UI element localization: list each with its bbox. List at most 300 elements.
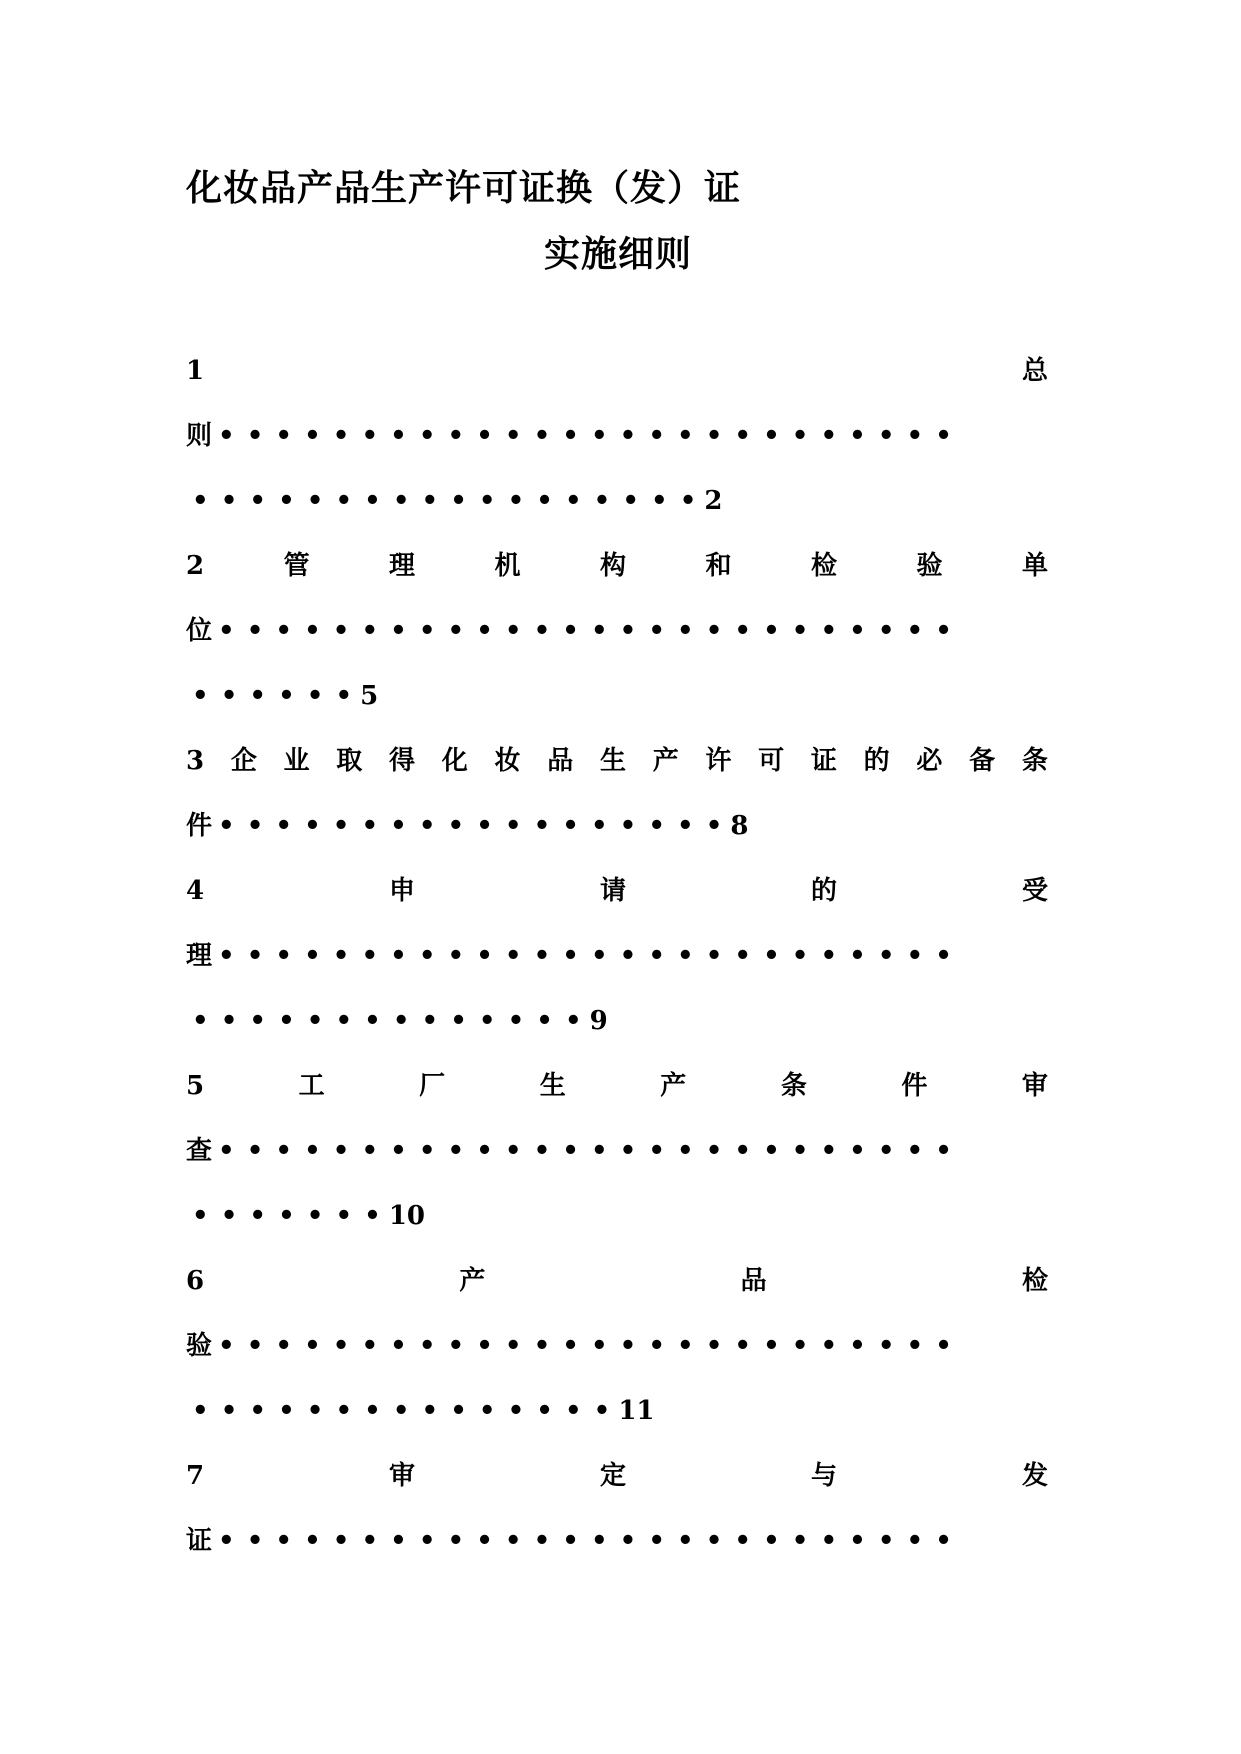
leader-dot: • bbox=[935, 941, 952, 971]
leader-dot: • bbox=[507, 1006, 525, 1036]
toc-entry-4-leader bbox=[186, 940, 1048, 1005]
leader-dot: • bbox=[877, 1331, 895, 1361]
leader-dot: • bbox=[590, 1331, 608, 1361]
toc-entry-3-heading[interactable] bbox=[186, 745, 1048, 810]
leader-dot: • bbox=[504, 811, 522, 841]
leader-dot: • bbox=[361, 811, 379, 841]
leader-dot: • bbox=[218, 811, 235, 841]
leader-dot: • bbox=[218, 421, 235, 451]
leader-dot: • bbox=[218, 1331, 235, 1361]
leader-dot: • bbox=[306, 1201, 324, 1231]
dot-leader bbox=[212, 1330, 958, 1362]
leader-dot: • bbox=[791, 1136, 809, 1166]
leader-dot: • bbox=[763, 941, 780, 971]
leader-dot: • bbox=[306, 486, 324, 516]
dot-leader bbox=[186, 1395, 616, 1427]
leader-dot: • bbox=[619, 811, 637, 841]
leader-dot: • bbox=[278, 1006, 295, 1036]
leader-dot: • bbox=[536, 486, 553, 516]
toc-entry-char: 厂 bbox=[419, 1071, 446, 1101]
leader-dot: • bbox=[275, 1136, 293, 1166]
toc-page-number: 10 bbox=[388, 1201, 425, 1231]
toc-entry-char: 检 bbox=[810, 551, 837, 581]
leader-dot: • bbox=[364, 486, 381, 516]
toc-entry-char: 件 bbox=[901, 1071, 928, 1101]
leader-dot: • bbox=[536, 1396, 553, 1426]
leader-dot: • bbox=[504, 421, 522, 451]
leader-dot: • bbox=[361, 1136, 379, 1166]
leader-dot: • bbox=[332, 1526, 350, 1556]
leader-dot: • bbox=[533, 421, 551, 451]
toc-entry-char: 许 bbox=[705, 746, 732, 776]
toc-entry-1-leader-cont bbox=[186, 485, 1048, 550]
toc-entry-char: 检 bbox=[1021, 1266, 1048, 1296]
leader-dot: • bbox=[651, 486, 668, 516]
leader-dot: • bbox=[734, 1136, 752, 1166]
dot-leader bbox=[186, 1005, 588, 1037]
leader-dot: • bbox=[562, 811, 579, 841]
leader-dot: • bbox=[877, 421, 895, 451]
leader-dot: • bbox=[306, 1006, 324, 1036]
leader-dot: • bbox=[364, 1006, 381, 1036]
leader-dot: • bbox=[418, 616, 436, 646]
dot-leader bbox=[186, 680, 358, 712]
leader-dot: • bbox=[533, 941, 551, 971]
toc-page-number: 8 bbox=[730, 811, 749, 841]
leader-dot: • bbox=[791, 1526, 809, 1556]
dot-leader bbox=[212, 810, 728, 842]
toc-entry-char: 理 bbox=[389, 551, 416, 581]
leader-dot: • bbox=[306, 681, 324, 711]
leader-dot: • bbox=[877, 1136, 895, 1166]
leader-dot: • bbox=[418, 1331, 436, 1361]
leader-dot: • bbox=[677, 1526, 694, 1556]
leader-dot: • bbox=[820, 616, 838, 646]
leader-dot: • bbox=[447, 1526, 465, 1556]
toc-entry-char: 与 bbox=[810, 1461, 837, 1491]
leader-dot: • bbox=[418, 811, 436, 841]
leader-dot: • bbox=[504, 1526, 522, 1556]
leader-dot: • bbox=[249, 1396, 267, 1426]
leader-dot: • bbox=[275, 941, 293, 971]
toc-entry-char: 则 bbox=[186, 421, 213, 451]
leader-dot: • bbox=[364, 1396, 381, 1426]
toc-entry-6-heading[interactable] bbox=[186, 1265, 1048, 1330]
leader-dot: • bbox=[935, 421, 952, 451]
leader-dot: • bbox=[562, 616, 579, 646]
leader-dot: • bbox=[249, 681, 267, 711]
leader-dot: • bbox=[332, 941, 350, 971]
leader-dot: • bbox=[763, 1526, 780, 1556]
leader-dot: • bbox=[476, 1136, 493, 1166]
leader-dot: • bbox=[533, 1331, 551, 1361]
leader-dot: • bbox=[447, 1136, 465, 1166]
leader-dot: • bbox=[390, 1526, 407, 1556]
toc-entry-char: 化 bbox=[441, 746, 468, 776]
leader-dot: • bbox=[275, 811, 293, 841]
toc-entry-char: 管 bbox=[283, 551, 310, 581]
leader-dot: • bbox=[390, 616, 407, 646]
toc-entry-char: 证 bbox=[186, 1526, 213, 1556]
leader-dot: • bbox=[450, 486, 467, 516]
leader-dot: • bbox=[249, 1006, 267, 1036]
leader-dot: • bbox=[361, 941, 379, 971]
leader-dot: • bbox=[906, 616, 924, 646]
toc-entry-char: 审 bbox=[1021, 1071, 1048, 1101]
leader-dot: • bbox=[335, 1396, 353, 1426]
toc-entry-number: 2 bbox=[186, 551, 205, 581]
leader-dot: • bbox=[220, 1201, 238, 1231]
leader-dot: • bbox=[619, 1331, 637, 1361]
leader-dot: • bbox=[332, 1331, 350, 1361]
leader-dot: • bbox=[590, 811, 608, 841]
leader-dot: • bbox=[507, 486, 525, 516]
leader-dot: • bbox=[476, 811, 493, 841]
leader-dot: • bbox=[332, 1136, 350, 1166]
leader-dot: • bbox=[763, 1331, 780, 1361]
leader-dot: • bbox=[278, 681, 295, 711]
leader-dot: • bbox=[677, 941, 694, 971]
leader-dot: • bbox=[734, 421, 752, 451]
document-subtitle: 实施细则 bbox=[544, 233, 693, 275]
leader-dot: • bbox=[849, 1331, 866, 1361]
leader-dot: • bbox=[192, 681, 209, 711]
leader-dot: • bbox=[418, 421, 436, 451]
leader-dot: • bbox=[679, 486, 697, 516]
leader-dot: • bbox=[504, 941, 522, 971]
toc-entry-2-leader bbox=[186, 615, 1048, 680]
leader-dot: • bbox=[421, 1006, 439, 1036]
leader-dot: • bbox=[275, 1331, 293, 1361]
leader-dot: • bbox=[648, 616, 665, 646]
leader-dot: • bbox=[390, 1136, 407, 1166]
leader-dot: • bbox=[705, 811, 723, 841]
toc-entry-number: 1 bbox=[186, 356, 205, 386]
leader-dot: • bbox=[593, 486, 611, 516]
toc-page-number: 5 bbox=[360, 681, 379, 711]
leader-dot: • bbox=[734, 1526, 752, 1556]
toc-entry-char: 构 bbox=[600, 551, 627, 581]
leader-dot: • bbox=[763, 421, 780, 451]
leader-dot: • bbox=[622, 486, 639, 516]
toc-entry-char: 备 bbox=[969, 746, 996, 776]
leader-dot: • bbox=[791, 616, 809, 646]
leader-dot: • bbox=[364, 1201, 381, 1231]
toc-entry-char: 生 bbox=[599, 746, 626, 776]
leader-dot: • bbox=[877, 941, 895, 971]
leader-dot: • bbox=[418, 941, 436, 971]
leader-dot: • bbox=[619, 616, 637, 646]
leader-dot: • bbox=[478, 1006, 496, 1036]
leader-dot: • bbox=[335, 486, 353, 516]
table-of-contents bbox=[186, 355, 1048, 1590]
toc-entry-1-heading[interactable] bbox=[186, 355, 1048, 420]
leader-dot: • bbox=[705, 421, 723, 451]
leader-dot: • bbox=[218, 1136, 235, 1166]
toc-entry-2-leader-cont bbox=[186, 680, 1048, 745]
leader-dot: • bbox=[192, 486, 209, 516]
leader-dot: • bbox=[478, 486, 496, 516]
leader-dot: • bbox=[220, 1006, 238, 1036]
leader-dot: • bbox=[533, 616, 551, 646]
leader-dot: • bbox=[906, 1331, 924, 1361]
leader-dot: • bbox=[192, 1201, 209, 1231]
toc-entry-char: 机 bbox=[494, 551, 521, 581]
dot-leader bbox=[186, 485, 702, 517]
leader-dot: • bbox=[536, 1006, 553, 1036]
toc-entry-number: 5 bbox=[186, 1071, 205, 1101]
dot-leader bbox=[212, 940, 958, 972]
leader-dot: • bbox=[447, 941, 465, 971]
leader-dot: • bbox=[562, 1526, 579, 1556]
leader-dot: • bbox=[504, 616, 522, 646]
toc-entry-char: 得 bbox=[389, 746, 416, 776]
leader-dot: • bbox=[390, 421, 407, 451]
leader-dot: • bbox=[392, 1006, 410, 1036]
leader-dot: • bbox=[447, 421, 465, 451]
leader-dot: • bbox=[791, 1331, 809, 1361]
leader-dot: • bbox=[447, 811, 465, 841]
toc-entry-char: 发 bbox=[1021, 1461, 1048, 1491]
leader-dot: • bbox=[246, 616, 264, 646]
leader-dot: • bbox=[734, 941, 752, 971]
toc-entry-2-heading[interactable] bbox=[186, 550, 1048, 615]
toc-entry-char: 可 bbox=[758, 746, 785, 776]
leader-dot: • bbox=[820, 1136, 838, 1166]
leader-dot: • bbox=[275, 421, 293, 451]
leader-dot: • bbox=[877, 1526, 895, 1556]
toc-entry-7-heading[interactable] bbox=[186, 1460, 1048, 1525]
toc-entry-char: 的 bbox=[863, 746, 890, 776]
toc-entry-char: 和 bbox=[705, 551, 732, 581]
leader-dot: • bbox=[306, 1396, 324, 1426]
leader-dot: • bbox=[390, 811, 407, 841]
leader-dot: • bbox=[820, 1331, 838, 1361]
toc-entry-char: 位 bbox=[186, 616, 213, 646]
leader-dot: • bbox=[335, 681, 353, 711]
toc-entry-char: 业 bbox=[283, 746, 310, 776]
toc-entry-char: 品 bbox=[547, 746, 574, 776]
leader-dot: • bbox=[421, 1396, 439, 1426]
leader-dot: • bbox=[504, 1331, 522, 1361]
leader-dot: • bbox=[476, 616, 493, 646]
leader-dot: • bbox=[450, 1396, 467, 1426]
leader-dot: • bbox=[590, 616, 608, 646]
leader-dot: • bbox=[278, 1396, 295, 1426]
leader-dot: • bbox=[648, 941, 665, 971]
toc-entry-char: 的 bbox=[810, 876, 837, 906]
leader-dot: • bbox=[332, 421, 350, 451]
leader-dot: • bbox=[648, 1526, 665, 1556]
leader-dot: • bbox=[246, 941, 264, 971]
toc-entry-char: 受 bbox=[1021, 876, 1048, 906]
leader-dot: • bbox=[935, 616, 952, 646]
toc-entry-char: 证 bbox=[810, 746, 837, 776]
toc-entry-number: 6 bbox=[186, 1266, 205, 1296]
leader-dot: • bbox=[418, 1526, 436, 1556]
leader-dot: • bbox=[763, 1136, 780, 1166]
toc-entry-4-heading[interactable] bbox=[186, 875, 1048, 940]
leader-dot: • bbox=[734, 1331, 752, 1361]
leader-dot: • bbox=[533, 811, 551, 841]
leader-dot: • bbox=[849, 1526, 866, 1556]
toc-entry-char: 企 bbox=[230, 746, 257, 776]
leader-dot: • bbox=[418, 1136, 436, 1166]
leader-dot: • bbox=[304, 941, 321, 971]
leader-dot: • bbox=[392, 1396, 410, 1426]
leader-dot: • bbox=[849, 616, 866, 646]
leader-dot: • bbox=[705, 1331, 723, 1361]
leader-dot: • bbox=[906, 421, 924, 451]
leader-dot: • bbox=[791, 421, 809, 451]
toc-entry-number: 7 bbox=[186, 1461, 205, 1491]
leader-dot: • bbox=[677, 1136, 694, 1166]
leader-dot: • bbox=[619, 421, 637, 451]
dot-leader bbox=[212, 615, 958, 647]
toc-entry-6-leader bbox=[186, 1330, 1048, 1395]
toc-entry-char: 验 bbox=[916, 551, 943, 581]
toc-entry-3-leader bbox=[186, 810, 1048, 875]
leader-dot: • bbox=[507, 1396, 525, 1426]
leader-dot: • bbox=[820, 421, 838, 451]
leader-dot: • bbox=[705, 1526, 723, 1556]
leader-dot: • bbox=[763, 616, 780, 646]
leader-dot: • bbox=[476, 1526, 493, 1556]
leader-dot: • bbox=[849, 1136, 866, 1166]
toc-entry-char: 产 bbox=[660, 1071, 687, 1101]
toc-entry-char: 总 bbox=[1021, 356, 1048, 386]
leader-dot: • bbox=[335, 1201, 353, 1231]
leader-dot: • bbox=[304, 421, 321, 451]
toc-entry-char: 必 bbox=[916, 746, 943, 776]
leader-dot: • bbox=[593, 1396, 611, 1426]
toc-entry-char: 定 bbox=[600, 1461, 627, 1491]
leader-dot: • bbox=[648, 1331, 665, 1361]
leader-dot: • bbox=[562, 1136, 579, 1166]
leader-dot: • bbox=[304, 811, 321, 841]
toc-entry-char: 条 bbox=[780, 1071, 807, 1101]
leader-dot: • bbox=[476, 941, 493, 971]
toc-entry-char: 理 bbox=[186, 941, 213, 971]
leader-dot: • bbox=[935, 1331, 952, 1361]
leader-dot: • bbox=[246, 1331, 264, 1361]
leader-dot: • bbox=[677, 421, 694, 451]
toc-page-number: 11 bbox=[618, 1396, 655, 1426]
leader-dot: • bbox=[246, 421, 264, 451]
leader-dot: • bbox=[278, 486, 295, 516]
toc-entry-7-leader bbox=[186, 1525, 1048, 1590]
leader-dot: • bbox=[877, 616, 895, 646]
toc-entry-char: 妆 bbox=[494, 746, 521, 776]
leader-dot: • bbox=[246, 1136, 264, 1166]
toc-entry-char: 工 bbox=[298, 1071, 325, 1101]
leader-dot: • bbox=[390, 941, 407, 971]
leader-dot: • bbox=[335, 1006, 353, 1036]
leader-dot: • bbox=[478, 1396, 496, 1426]
leader-dot: • bbox=[705, 941, 723, 971]
leader-dot: • bbox=[849, 421, 866, 451]
leader-dot: • bbox=[218, 616, 235, 646]
leader-dot: • bbox=[564, 486, 582, 516]
leader-dot: • bbox=[476, 1331, 493, 1361]
leader-dot: • bbox=[218, 941, 235, 971]
leader-dot: • bbox=[906, 1136, 924, 1166]
leader-dot: • bbox=[562, 941, 579, 971]
leader-dot: • bbox=[447, 616, 465, 646]
leader-dot: • bbox=[533, 1526, 551, 1556]
leader-dot: • bbox=[619, 1526, 637, 1556]
leader-dot: • bbox=[734, 616, 752, 646]
leader-dot: • bbox=[361, 1331, 379, 1361]
dot-leader bbox=[212, 1525, 958, 1557]
leader-dot: • bbox=[648, 1136, 665, 1166]
toc-entry-1-leader bbox=[186, 420, 1048, 485]
leader-dot: • bbox=[619, 1136, 637, 1166]
leader-dot: • bbox=[820, 1526, 838, 1556]
leader-dot: • bbox=[705, 616, 723, 646]
leader-dot: • bbox=[648, 811, 665, 841]
leader-dot: • bbox=[390, 1331, 407, 1361]
leader-dot: • bbox=[192, 1396, 209, 1426]
leader-dot: • bbox=[304, 616, 321, 646]
toc-entry-5-leader-cont bbox=[186, 1200, 1048, 1265]
leader-dot: • bbox=[677, 811, 694, 841]
dot-leader bbox=[212, 1135, 958, 1167]
toc-page-number: 9 bbox=[589, 1006, 608, 1036]
leader-dot: • bbox=[450, 1006, 467, 1036]
toc-entry-char: 查 bbox=[186, 1136, 213, 1166]
leader-dot: • bbox=[218, 1526, 235, 1556]
leader-dot: • bbox=[421, 486, 439, 516]
leader-dot: • bbox=[476, 421, 493, 451]
leader-dot: • bbox=[361, 616, 379, 646]
leader-dot: • bbox=[619, 941, 637, 971]
leader-dot: • bbox=[590, 941, 608, 971]
toc-entry-4-leader-cont bbox=[186, 1005, 1048, 1070]
leader-dot: • bbox=[220, 1396, 238, 1426]
leader-dot: • bbox=[590, 421, 608, 451]
leader-dot: • bbox=[361, 421, 379, 451]
toc-entry-char: 产 bbox=[459, 1266, 486, 1296]
leader-dot: • bbox=[820, 941, 838, 971]
toc-entry-number: 3 bbox=[186, 746, 205, 776]
leader-dot: • bbox=[906, 941, 924, 971]
toc-entry-5-heading[interactable] bbox=[186, 1070, 1048, 1135]
leader-dot: • bbox=[447, 1331, 465, 1361]
toc-entry-char: 件 bbox=[186, 811, 213, 841]
toc-entry-char: 条 bbox=[1021, 746, 1048, 776]
toc-entry-char: 请 bbox=[600, 876, 627, 906]
toc-entry-number: 4 bbox=[186, 876, 205, 906]
leader-dot: • bbox=[361, 1526, 379, 1556]
leader-dot: • bbox=[590, 1526, 608, 1556]
leader-dot: • bbox=[562, 421, 579, 451]
leader-dot: • bbox=[533, 1136, 551, 1166]
leader-dot: • bbox=[935, 1526, 952, 1556]
dot-leader bbox=[212, 420, 958, 452]
toc-entry-char: 产 bbox=[652, 746, 679, 776]
leader-dot: • bbox=[275, 1526, 293, 1556]
leader-dot: • bbox=[332, 616, 350, 646]
toc-entry-5-leader bbox=[186, 1135, 1048, 1200]
leader-dot: • bbox=[304, 1136, 321, 1166]
leader-dot: • bbox=[705, 1136, 723, 1166]
toc-page-number: 2 bbox=[704, 486, 723, 516]
leader-dot: • bbox=[392, 486, 410, 516]
leader-dot: • bbox=[648, 421, 665, 451]
document-title: 化妆品产品生产许可证换（发）证 bbox=[186, 167, 742, 209]
toc-entry-char: 单 bbox=[1021, 551, 1048, 581]
